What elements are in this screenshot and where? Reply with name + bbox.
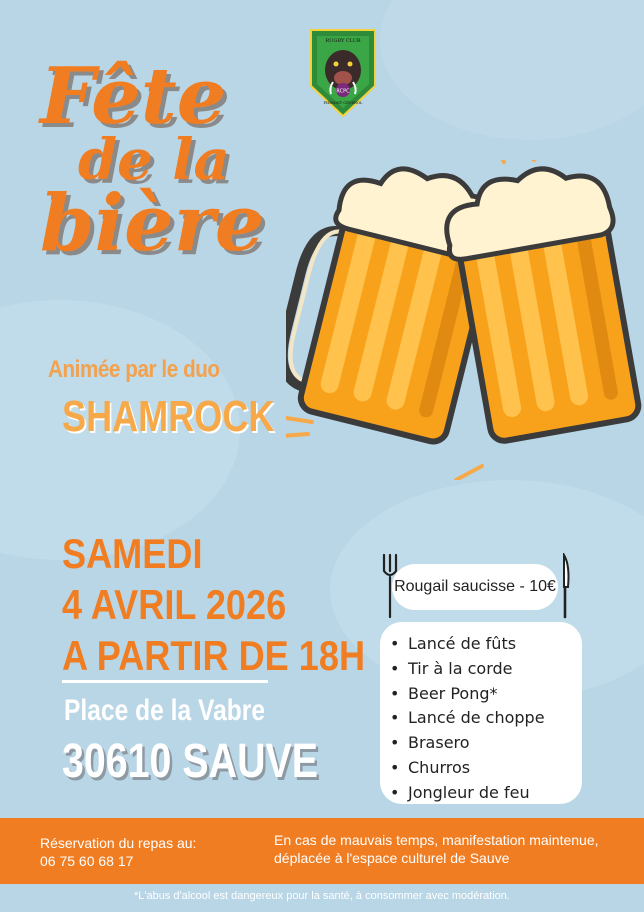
divider	[62, 680, 268, 683]
list-item: • Brasero	[408, 731, 582, 756]
list-item: • Tir à la corde	[408, 657, 582, 682]
event-full-date: 4 AVRIL 2026	[62, 581, 287, 628]
list-item: • Lancé de choppe	[408, 706, 582, 731]
reservation-label: Réservation du repas au:	[40, 835, 197, 851]
beer-mugs-icon	[286, 160, 644, 480]
event-place: Place de la Vabre	[64, 694, 266, 727]
list-item: • Jongleur de feu	[408, 781, 582, 806]
event-city: 30610 SAUVE	[62, 735, 318, 788]
footer-bar	[0, 818, 644, 884]
title-line-3: bière	[40, 178, 265, 270]
logo-bottom-text: PIEMONT CÉVENOL	[323, 101, 363, 105]
event-day: SAMEDI	[62, 530, 203, 577]
phone-number: 06 75 60 68 17	[40, 853, 134, 869]
list-item: • Lancé de fûts	[408, 632, 582, 657]
activities-panel	[380, 622, 582, 804]
event-title	[40, 51, 290, 270]
list-item: • Churros	[408, 756, 582, 781]
menu-pill	[392, 564, 558, 610]
list-item: • Beer Pong*	[408, 682, 582, 707]
entertainment-intro: Animée par le duo	[48, 356, 220, 383]
weather-notice: En cas de mauvais temps, manifestation maintenue, déplacée à l'espace culturel de Sauve	[274, 832, 599, 866]
background-shape	[380, 0, 644, 140]
fork-icon	[380, 553, 400, 619]
menu-label: Rougail saucisse - 10€	[394, 578, 556, 595]
alcohol-disclaimer: *L'abus d'alcool est dangereux pour la santé, à consommer avec modération.	[134, 890, 510, 902]
band-name: SHAMROCK	[62, 392, 275, 441]
title-line-2: de la	[78, 127, 230, 194]
knife-icon	[556, 553, 572, 619]
logo-top-text: RUGBY CLUB	[325, 38, 361, 44]
reservation-info	[40, 834, 196, 870]
title-line-1: Fête	[40, 51, 227, 142]
activities-list	[380, 622, 582, 806]
event-time: A PARTIR DE 18H	[62, 632, 366, 679]
logo-badge: RCPC	[336, 88, 350, 95]
event-date	[62, 528, 365, 681]
rugby-club-logo	[309, 28, 377, 118]
